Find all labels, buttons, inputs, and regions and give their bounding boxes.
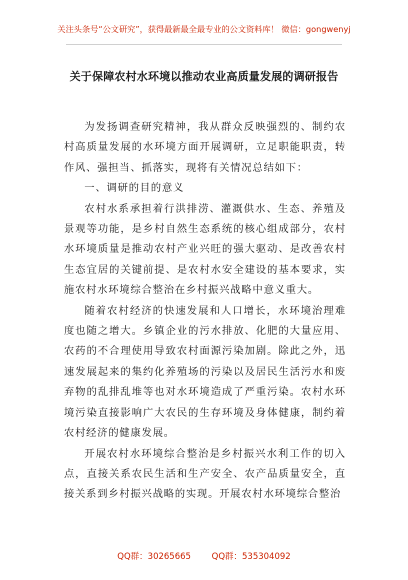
- document-title: 关于保障农村水环境以推动农业高质量发展的调研报告: [69, 70, 339, 83]
- footer-qq-group-1: QQ群：30265665: [117, 552, 191, 562]
- header-divider: [66, 44, 342, 45]
- footer-contact: [0, 550, 408, 562]
- footer-qq-group-2: QQ群：535304092: [211, 552, 291, 562]
- paragraph-pollution: 随着农村经济的快速发展和人口增长，水环境治理难度也随之增大。乡镇企业的污水排放、化肥的大量应用、农药的不合理使用导致农村面源污染加剧。除此之外，迅速发展起来的集约化养殖场的污染以及居民生活污水和废弃物的乱排乱堆等也对水环境造成了严重污染。农村水环境污染直接影响广大农民的生存环境及身体健康，制约着农村经济的健康发展。: [64, 305, 346, 440]
- document-body: [64, 118, 346, 506]
- header-promo-note: 关注头条号“公文研究”，获得最新最全最专业的公文资料库！ 微信：gongwenyj: [57, 24, 351, 34]
- paragraph-rectification: 开展农村水环境综合整治是乡村振兴水利工作的切入点，直接关系农民生活和生产安全、农产品质量安全，直接关系到乡村振兴战略的实现。开展农村水环境综合整治: [64, 448, 346, 501]
- section-heading-1: 一、调研的目的意义: [84, 183, 185, 195]
- paragraph-significance: 农村水系承担着行洪排涝、灌溉供水、生态、养殖及景观等功能，是乡村自然生态系统的核心组成部分，农村水环境质量是推动农村产业兴旺的强大驱动、是改善农村生态宜居的关键前提、是农村水安全建设的基本要求，实施农村水环境综合整治在乡村振兴战略中意义重大。: [64, 203, 346, 297]
- paragraph-intro: 为发扬调查研究精神，我从群众反映强烈的、制约农村高质量发展的水环境方面开展调研，立足职能职责，转作风、强担当、抓落实，现将有关情况总结如下：: [64, 122, 346, 174]
